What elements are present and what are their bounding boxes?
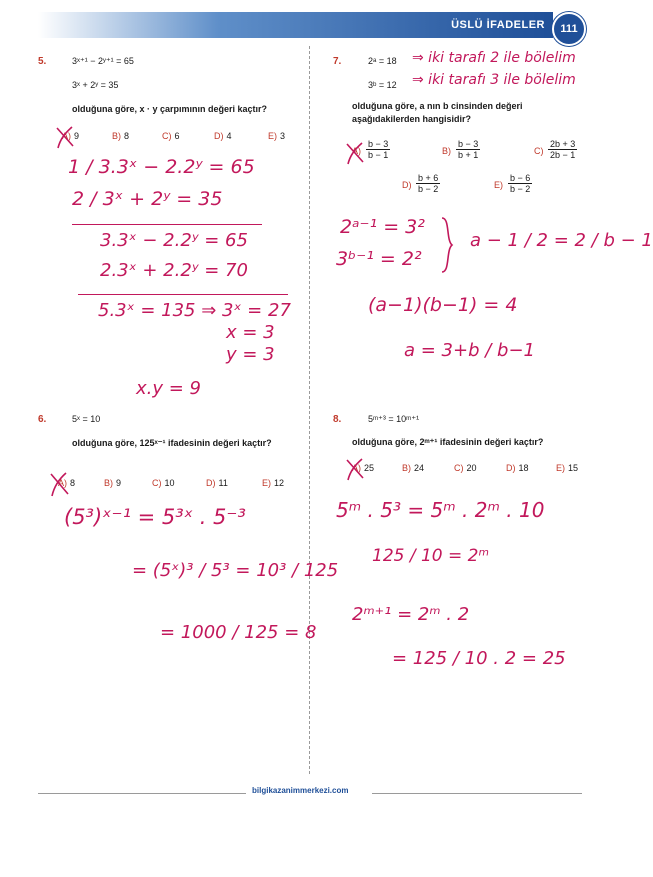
question-prompt: olduğuna göre, x · y çarpımının değeri kaçtır? — [72, 104, 268, 114]
option-d[interactable]: D) 4 — [214, 131, 232, 141]
footer-rule-left — [38, 793, 246, 794]
question-number: 7. — [333, 56, 342, 67]
option-b[interactable]: B) 24 — [402, 463, 425, 473]
page-number-badge: 111 — [552, 12, 586, 46]
answer-mark — [48, 470, 72, 498]
work-line-6: x = 3 — [226, 322, 275, 343]
equation-1: 5ˣ = 10 — [72, 414, 101, 424]
work-line-1: (5³)ˣ⁻¹ = 5³ˣ . 5⁻³ — [64, 505, 246, 529]
work-line-4: (a−1)(b−1) = 4 — [368, 294, 518, 316]
margin-note-2: ⇒ iki tarafı 3 ile bölelim — [412, 72, 576, 88]
work-line-3: a − 1 / 2 = 2 / b − 1 — [470, 230, 653, 251]
work-line-4: = 125 / 10 . 2 = 25 — [392, 648, 566, 669]
question-prompt: olduğuna göre, a nın b cinsinden değeri aşağıdakilerden hangisidir? — [352, 101, 523, 124]
brace — [438, 216, 456, 274]
option-b-fraction: $\frac{b - 3}{b + 1}$ — [458, 139, 479, 160]
footer-rule-right — [372, 793, 582, 794]
option-a[interactable]: A) 25 — [352, 463, 375, 473]
option-e[interactable]: E) 3 — [268, 131, 286, 141]
footer-website: bilgikazanimmerkezi.com — [252, 786, 349, 795]
equation-1: 2ᵃ = 18 — [368, 56, 397, 66]
work-line-1: 5ᵐ . 5³ = 5ᵐ . 2ᵐ . 10 — [336, 498, 545, 522]
option-b[interactable]: B) 9 — [104, 478, 122, 488]
work-line-3: 3.3ˣ − 2.2ʸ = 65 — [100, 230, 248, 251]
question-prompt: olduğuna göre, 2ᵐ⁺¹ ifadesinin değeri kaçtır? — [352, 437, 544, 447]
work-line-1: 2ᵃ⁻¹ = 3² — [340, 216, 425, 238]
work-divider — [78, 294, 288, 295]
equation-1: 5ᵐ⁺³ = 10ᵐ⁺¹ — [368, 414, 420, 424]
option-c-letter[interactable]: C) — [534, 146, 544, 156]
option-d-letter[interactable]: D) — [402, 180, 412, 190]
option-c-fraction: $\frac{2b + 3}{2b - 1}$ — [550, 139, 576, 160]
option-c[interactable]: C) 6 — [162, 131, 180, 141]
option-d[interactable]: D) 11 — [206, 478, 228, 488]
work-line-5: a = 3+b / b−1 — [404, 340, 535, 361]
work-line-2: 3ᵇ⁻¹ = 2² — [336, 248, 422, 270]
equation-2: 3ᵇ = 12 — [368, 80, 397, 90]
option-e[interactable]: E) 15 — [556, 463, 579, 473]
margin-note-1: ⇒ iki tarafı 2 ile bölelim — [412, 50, 576, 66]
option-d-fraction: $\frac{b + 6}{b - 2}$ — [418, 173, 439, 194]
option-a-letter[interactable]: A) — [352, 146, 361, 156]
option-e-letter[interactable]: E) — [494, 180, 503, 190]
question-number: 5. — [38, 56, 47, 67]
option-a[interactable]: A) 9 — [62, 131, 80, 141]
option-d[interactable]: D) 18 — [506, 463, 529, 473]
answer-mark — [344, 456, 366, 482]
option-a-fraction: $\frac{b - 3}{b - 1}$ — [368, 139, 389, 160]
work-line-3: = 1000 / 125 = 8 — [160, 622, 317, 643]
option-b[interactable]: B) 8 — [112, 131, 130, 141]
question-prompt: olduğuna göre, 125ˣ⁻¹ ifadesinin değeri kaçtır? — [72, 438, 272, 448]
chapter-title: ÜSLÜ İFADELER — [451, 19, 545, 31]
work-line-1: 1 / 3.3ˣ − 2.2ʸ = 65 — [68, 156, 255, 178]
question-number: 8. — [333, 414, 342, 425]
option-e[interactable]: E) 12 — [262, 478, 285, 488]
option-e-fraction: $\frac{b - 6}{b - 2}$ — [510, 173, 531, 194]
work-line-5: 5.3ˣ = 135 ⇒ 3ˣ = 27 — [98, 300, 291, 321]
work-line-2: 2 / 3ˣ + 2ʸ = 35 — [72, 188, 223, 210]
option-c[interactable]: C) 20 — [454, 463, 477, 473]
work-divider — [72, 224, 262, 225]
work-line-3: 2ᵐ⁺¹ = 2ᵐ . 2 — [352, 604, 470, 625]
work-line-4: 2.3ˣ + 2.2ʸ = 70 — [100, 260, 248, 281]
work-line-8: x.y = 9 — [136, 378, 202, 399]
work-line-7: y = 3 — [226, 344, 275, 365]
question-number: 6. — [38, 414, 47, 425]
equation-1: 3ˣ⁺¹ − 2ʸ⁺¹ = 65 — [72, 56, 134, 66]
option-c[interactable]: C) 10 — [152, 478, 175, 488]
work-line-2: 125 / 10 = 2ᵐ — [372, 546, 490, 566]
answer-mark — [54, 124, 76, 150]
option-b-letter[interactable]: B) — [442, 146, 451, 156]
work-line-2: = (5ˣ)³ / 5³ = 10³ / 125 — [132, 560, 339, 581]
equation-2: 3ˣ + 2ʸ = 35 — [72, 80, 119, 90]
answer-mark — [344, 140, 366, 166]
column-divider — [309, 46, 310, 774]
option-a[interactable]: A) 8 — [58, 478, 76, 488]
